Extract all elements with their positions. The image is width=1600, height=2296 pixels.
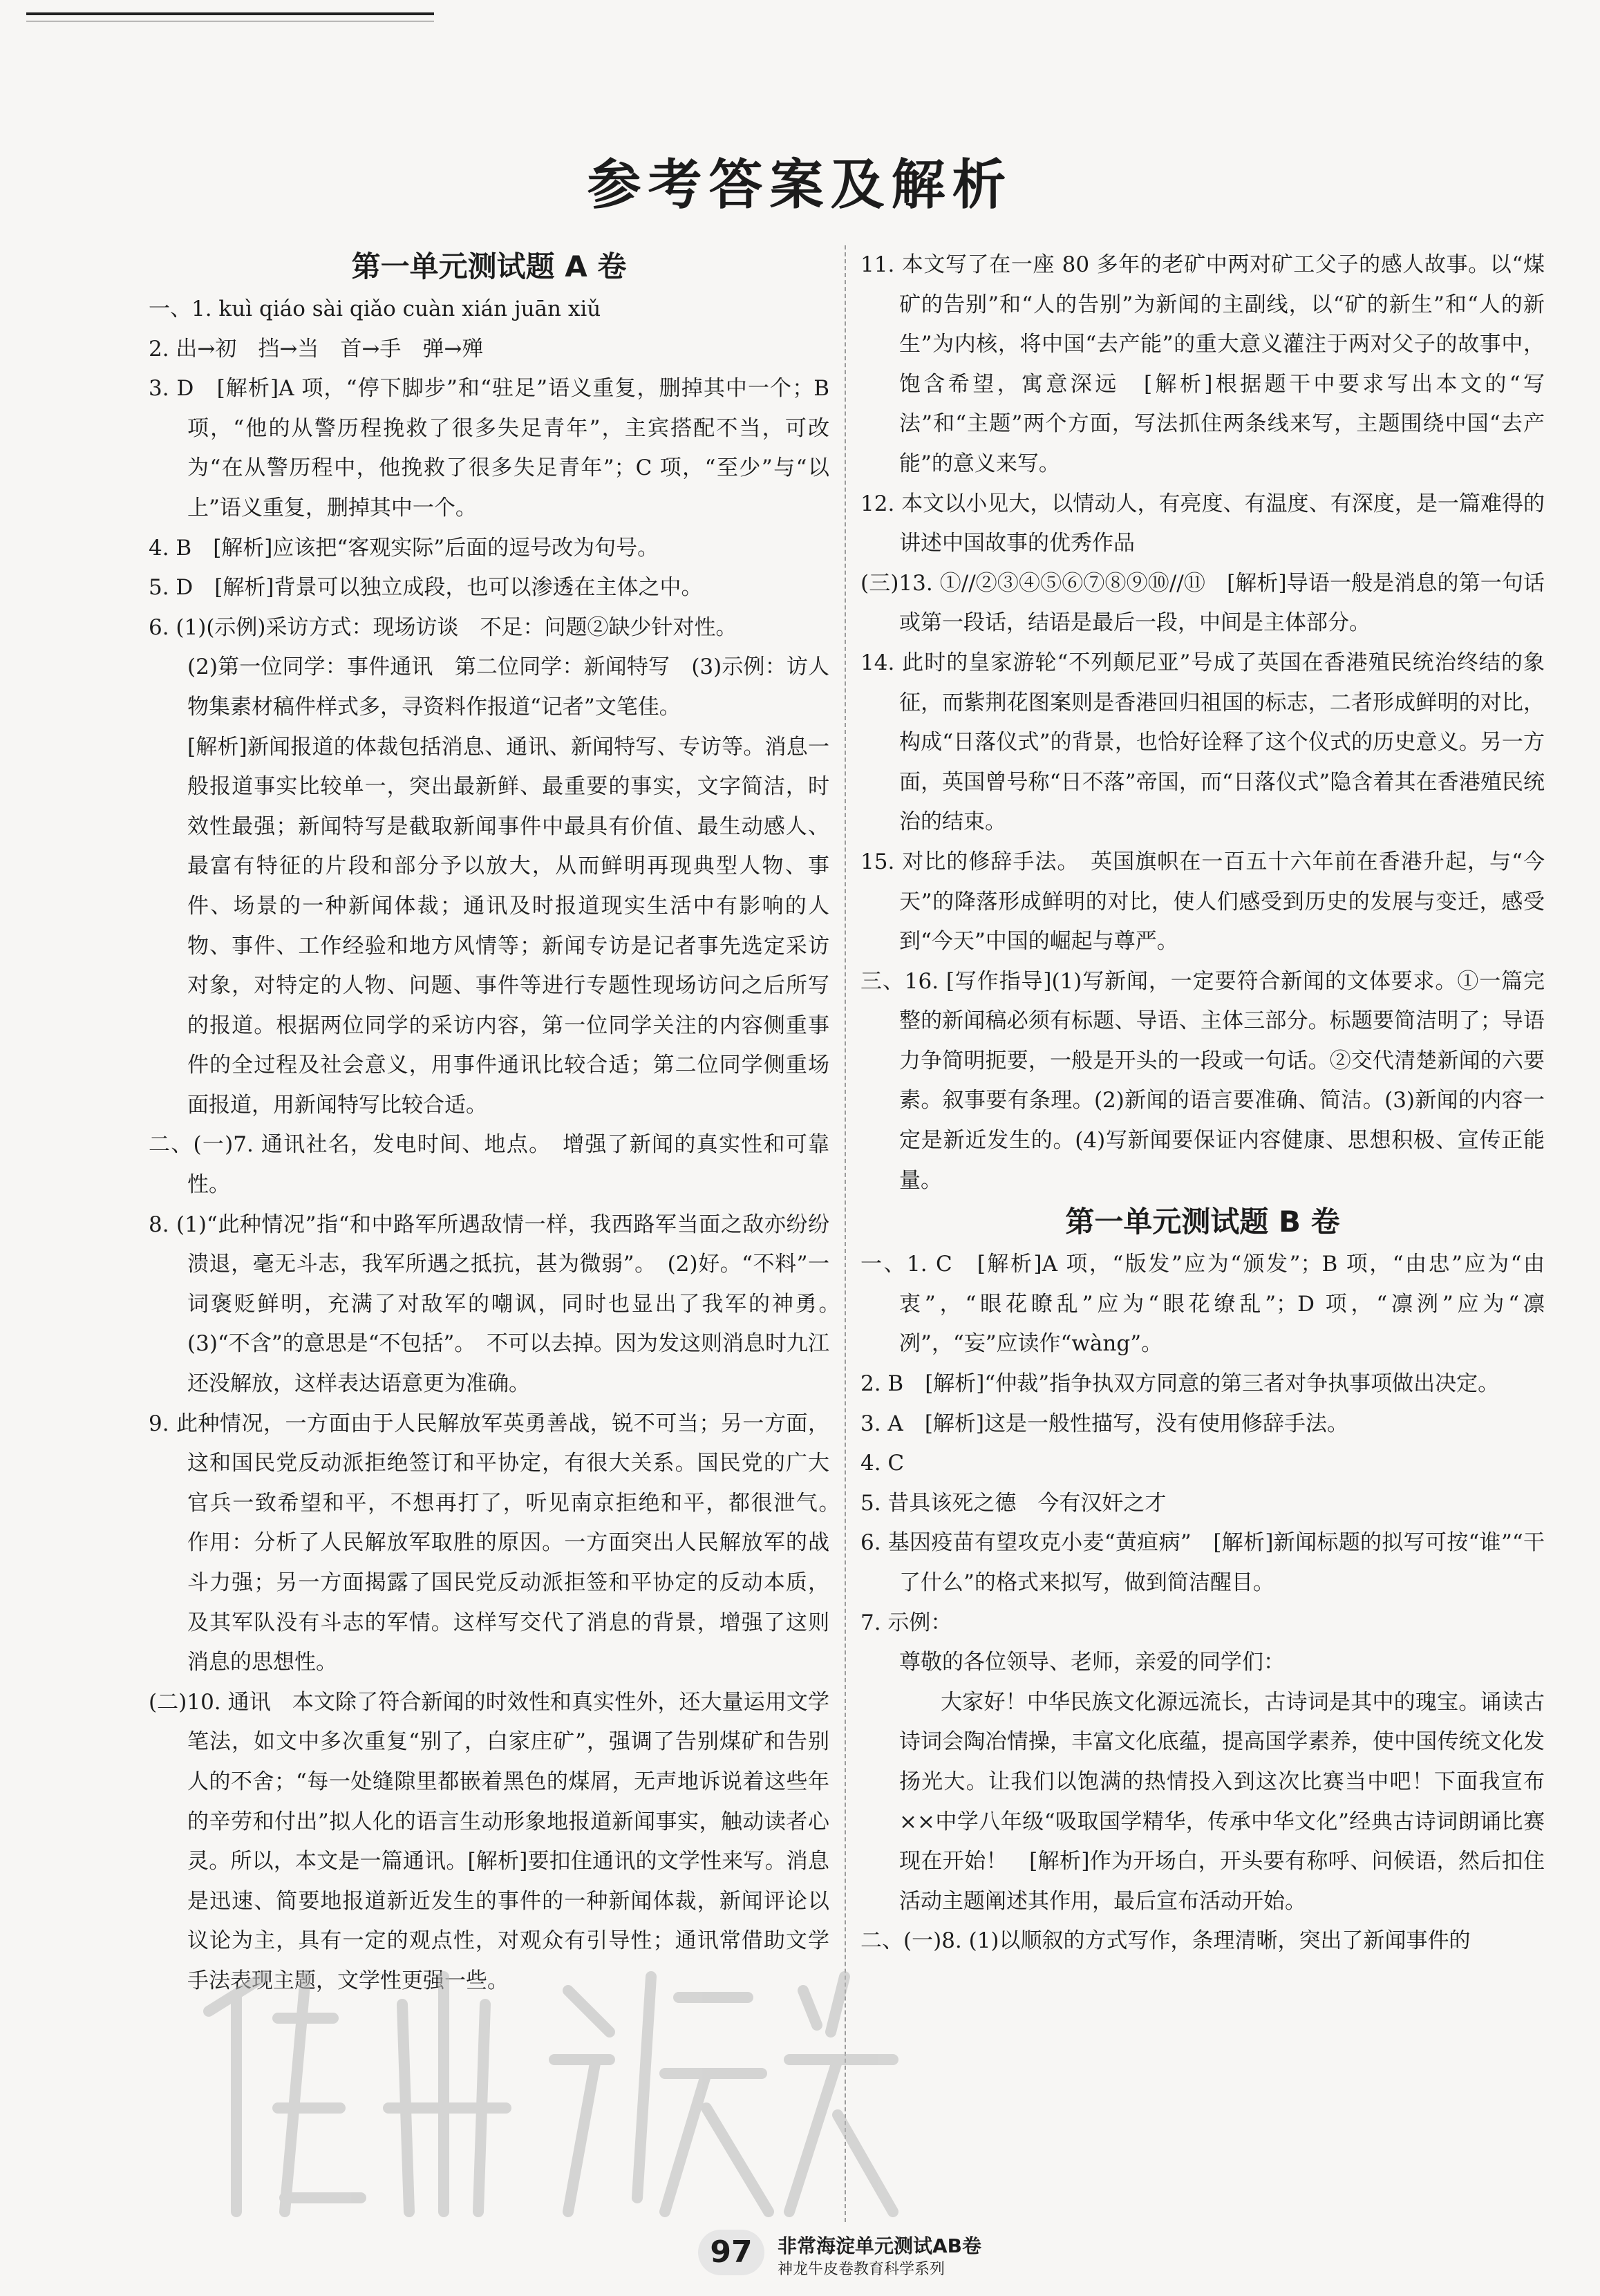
- answer-item: 9. 此种情况，一方面由于人民解放军英勇善战，锐不可当；另一方面，这和国民党反动派拒绝签订和平协定，有很大关系。国民党的广大官兵一致希望和平，不想再打了，听见南京拒绝和平，都很泄气。 作用：分析了人民解放军取胜的原因。一方面突出人民解放军的战斗力强；另一方面揭露了国民党反动派拒签和平协定的反动本质，及其军队没有斗志的军情。这样写交代了消息的背景，增强了这则消息的思想性。: [149, 1411, 851, 1675]
- right-column: [860, 245, 1545, 2222]
- right-answer-list-b: [860, 1245, 1545, 1961]
- answer-item: 6. (1)(示例)采访方式：现场访谈 不足：问题②缺少针对性。: [149, 614, 737, 640]
- answer-item: 一、1. C [解析]A 项，“版发”应为“颁发”；B 项，“由忠”应为“由衷”，“眼花瞭乱”应为“眼花缭乱”；D 项，“凛洌”应为“凛冽”，“妄”应读作“wàng”。: [860, 1252, 1545, 1357]
- answer-item: 7. 示例：: [860, 1610, 952, 1635]
- answer-item: 6. 基因疫苗有望攻克小麦“黄疸病” [解析]新闻标题的拟写可按“谁”“干了什么”的格式来拟写，做到简洁醒目。: [860, 1530, 1545, 1595]
- answer-item: 3. D [解析]A 项，“停下脚步”和“驻足”语义重复，删掉其中一个；B 项，“他的从警历程挽救了很多失足青年”，主宾搭配不当，可改为“在从警历程中，他挽救了很多失足青年”；C 项，“至少”与“以上”语义重复，删掉其中一个。: [149, 376, 829, 520]
- answer-item: 4. C: [860, 1451, 905, 1476]
- answer-item: 12. 本文以小见大，以情动人，有亮度、有温度、有深度，是一篇难得的讲述中国故事的优秀作品: [860, 491, 1545, 556]
- answer-item: 5. D [解析]背景可以独立成段，也可以渗透在主体之中。: [149, 575, 703, 601]
- section-title-a: 第一单元测试题 A 卷: [351, 250, 627, 283]
- answer-item: (2)第一位同学：事件通讯 第二位同学：新闻特写 (3)示例：访人物集素材稿件样式多，寻资料作报道“记者”文笔佳。: [187, 655, 829, 719]
- left-answer-list: [149, 290, 851, 2002]
- answer-item: [解析]新闻报道的体裁包括消息、通讯、新闻特写、专访等。消息一般报道事实比较单一，突出最新鲜、最重要的事实，文字简洁，时效性最强；新闻特写是截取新闻事件中最具有价值、最生动感人、最富有特征的片段和部分予以放大，从而鲜明再现典型人物、事件、场景的一种新闻体裁；通讯及时报道现实生活中有影响的人物、事件、工作经验和地方风情等；新闻专访是记者事先选定采访对象，对特定的人物、问题、事件等进行专题性现场访问之后所写的报道。根据两位同学的采访内容，第一位同学关注的内容侧重事件的全过程及社会意义，用事件通讯比较合适；第二位同学侧重场面报道，用新闻特写比较合适。: [187, 734, 829, 1118]
- answer-item: 5. 昔具该死之德 今有汉奸之才: [860, 1490, 1167, 1516]
- page-number: 97: [698, 2230, 764, 2275]
- answer-item: 2. 出→初 挡→当 首→手 弹→殚: [149, 336, 484, 361]
- section-title-b: 第一单元测试题 B 卷: [1065, 1205, 1340, 1239]
- column-divider: [845, 245, 846, 2222]
- answer-item: 11. 本文写了在一座 80 多年的老矿中两对矿工父子的感人故事。以“煤矿的告别”和“人的告别”为新闻的主副线，以“矿的新生”和“人的新生”为内核，将中国“去产能”的重大意义灌注于两对父子的故事中，饱含希望，寓意深远 [解析]根据题干中要求写出本文的“写法”和“主题”两个方面，写法抓住两条线来写，主题围绕中国“去产能”的意义来写。: [860, 252, 1545, 476]
- answer-item: 2. B [解析]“仲裁”指争执双方同意的第三者对争执事项做出决定。: [860, 1371, 1500, 1397]
- answer-item: (二)10. 通讯 本文除了符合新闻的时效性和真实性外，还大量运用文学笔法，如文中多次重复“别了，白家庄矿”，强调了告别煤矿和告别人的不舍；“每一处缝隙里都嵌着黑色的煤屑，无声地诉说着这些年的辛劳和付出”拟人化的语言生动形象地报道新闻事实，触动读者心灵。所以，本文是一篇通讯。[解析]要扣住通讯的文学性来写。消息是迅速、简要地报道新近发生的事件的一种新闻体裁，新闻评论以议论为主，具有一定的观点性，对观众有引导性；通讯常借助文学手法表现主题，文学性更强一些。: [149, 1689, 829, 1993]
- answer-item: (三)13. ①//②③④⑤⑥⑦⑧⑨⑩//⑪ [解析]导语一般是消息的第一句话或第一段话，结语是最后一段，中间是主体部分。: [860, 570, 1545, 636]
- answer-item: 8. (1)“此种情况”指“和中路军所遇敌情一样，我西路军当面之敌亦纷纷溃退，毫无斗志，我军所遇之抵抗，甚为微弱”。 (2)好。“不料”一词褒贬鲜明，充满了对敌军的嘲讽，同时也显出了我军的神勇。 (3)“不含”的意思是“不包括”。 不可以去掉。因为发这则消息时九江还没解放，这样表达语意更为准确。: [149, 1212, 851, 1397]
- header-rule: [26, 12, 434, 15]
- answer-item: 15. 对比的修辞手法。 英国旗帜在一百五十六年前在香港升起，与“今天”的降落形成鲜明的对比，使人们感受到历史的发展与变迁，感受到“今天”中国的崛起与尊严。: [860, 849, 1545, 954]
- answer-item: 二、(一)8. (1)以顺叙的方式写作，条理清晰，突出了新闻事件的: [860, 1928, 1471, 1954]
- answer-item: 14. 此时的皇家游轮“不列颠尼亚”号成了英国在香港殖民统治终结的象征，而紫荆花图案则是香港回归祖国的标志，二者形成鲜明的对比，构成“日落仪式”的背景，也恰好诠释了这个仪式的历史意义。另一方面，英国曾号称“日不落”帝国，而“日落仪式”隐含着其在香港殖民统治的结束。: [860, 650, 1545, 835]
- publisher-line: 神龙牛皮卷教育科学系列: [778, 2261, 945, 2278]
- answer-item: 三、16. [写作指导](1)写新闻，一定要符合新闻的文体要求。①一篇完整的新闻稿必须有标题、导语、主体三部分。标题要简洁明了；导语力争简明扼要，一般是开头的一段或一句话。②交代清楚新闻的六要素。叙事要有条理。(2)新闻的语言要准确、简洁。(3)新闻的内容一定是新近发生的。(4)写新闻要保证内容健康、思想积极、宣传正能量。: [860, 968, 1545, 1193]
- left-column: [149, 245, 851, 2222]
- answer-item: 大家好！中华民族文化源远流长，古诗词是其中的瑰宝。诵读古诗词会陶冶情操，丰富文化底蕴，提高国学素养，使中国传统文化发扬光大。让我们以饱满的热情投入到这次比赛当中吧！下面我宣布××中学八年级“吸取国学精华，传承中华文化”经典古诗词朗诵比赛现在开始！ [解析]作为开场白，开头要有称呼、问候语，然后扣住活动主题阐述其作用，最后宣布活动开始。: [899, 1689, 1545, 1914]
- answer-item: 3. A [解析]这是一般性描写，没有使用修辞手法。: [860, 1411, 1349, 1436]
- answer-item: 4. B [解析]应该把“客观实际”后面的逗号改为句号。: [149, 535, 659, 561]
- answer-item: 二、(一)7. 通讯社名，发电时间、地点。 增强了新闻的真实性和可靠性。: [149, 1132, 829, 1198]
- right-answer-list-a: [860, 245, 1545, 1201]
- answer-item: 尊敬的各位领导、老师，亲爱的同学们：: [899, 1650, 1285, 1675]
- series-title: 非常海淀单元测试AB卷: [778, 2234, 982, 2257]
- page-title: 参考答案及解析: [587, 153, 1013, 216]
- answer-item: 一、1. kuì qiáo sài qiǎo cuàn xián juān xiǔ: [149, 297, 601, 321]
